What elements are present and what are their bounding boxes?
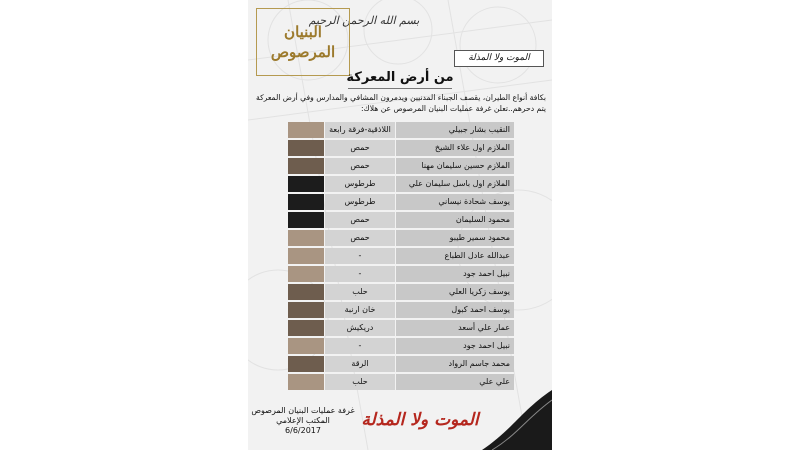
name-cell: عمار علي أسعد [396, 320, 514, 336]
slogan-banner: الموت ولا المذلة [454, 50, 544, 67]
portrait-photo [288, 284, 324, 300]
table-row [288, 158, 514, 174]
corner-decoration [482, 390, 552, 450]
portrait-photo [288, 212, 324, 228]
place-cell: اللاذقية-فرقة رابعة [325, 122, 395, 138]
table-row [288, 122, 514, 138]
table-row [288, 338, 514, 354]
casualty-table [288, 122, 514, 392]
place-cell: - [325, 338, 395, 354]
name-cell: يوسف شحادة نيساني [396, 194, 514, 210]
portrait-photo [288, 140, 324, 156]
name-cell: محمود سمير طيبو [396, 230, 514, 246]
table-row [288, 176, 514, 192]
table-row [288, 212, 514, 228]
place-cell: طرطوس [325, 176, 395, 192]
table-row [288, 374, 514, 390]
name-cell: يوسف احمد كبول [396, 302, 514, 318]
portrait-photo [288, 374, 324, 390]
table-row [288, 302, 514, 318]
portrait-photo [288, 122, 324, 138]
table-row [288, 266, 514, 282]
headline: من أرض المعركة [346, 70, 454, 85]
table-row [288, 284, 514, 300]
portrait-photo [288, 230, 324, 246]
portrait-photo [288, 194, 324, 210]
place-cell: حلب [325, 284, 395, 300]
logo-word: المرصوص [270, 43, 336, 61]
poster [248, 0, 552, 450]
portrait-photo [288, 266, 324, 282]
name-cell: الملازم اول علاء الشيخ [396, 140, 514, 156]
name-cell: نبيل احمد جود [396, 338, 514, 354]
name-cell: النقيب بشار جبيلي [396, 122, 514, 138]
place-cell: - [325, 248, 395, 264]
place-cell: الرقة [325, 356, 395, 372]
footer-org [248, 406, 358, 436]
table-row [288, 356, 514, 372]
place-cell: حمص [325, 140, 395, 156]
brand-logo [256, 8, 350, 76]
place-cell: دريكيش [325, 320, 395, 336]
table-row [288, 320, 514, 336]
logo-word: البنيان [284, 23, 322, 41]
table-row [288, 194, 514, 210]
name-cell: الملازم اول باسل سليمان علي [396, 176, 514, 192]
name-cell: علي علي [396, 374, 514, 390]
place-cell: حمص [325, 212, 395, 228]
footer-slogan: الموت ولا المذلة [361, 410, 479, 430]
name-cell: محمد جاسم الرواد [396, 356, 514, 372]
name-cell: يوسف زكريا العلي [396, 284, 514, 300]
place-cell: - [325, 266, 395, 282]
name-cell: نبيل احمد جود [396, 266, 514, 282]
name-cell: محمود السليمان [396, 212, 514, 228]
basmala: بسم الله الرحمن الرحيم [308, 14, 420, 27]
portrait-photo [288, 176, 324, 192]
place-cell: طرطوس [325, 194, 395, 210]
place-cell: حلب [325, 374, 395, 390]
name-cell: عبدالله عادل الطباع [396, 248, 514, 264]
portrait-photo [288, 320, 324, 336]
portrait-photo [288, 158, 324, 174]
place-cell: حمص [325, 158, 395, 174]
table-row [288, 140, 514, 156]
name-cell: الملازم حسين سليمان مهنا [396, 158, 514, 174]
intro-text: بكافة أنواع الطيران، يقصف الجبناء المدنيين ويدمرون المشافي والمدارس وفي أرض المعركة يتم دحرهم..تعلن غرفة عمليات البنيان المرصوص عن هلاك: [256, 93, 546, 113]
place-cell: حمص [325, 230, 395, 246]
portrait-photo [288, 356, 324, 372]
place-cell: خان ارنبة [325, 302, 395, 318]
footer-office: المكتب الإعلامي [276, 416, 330, 425]
portrait-photo [288, 338, 324, 354]
headline-underline [348, 88, 452, 89]
footer-org-name: غرفة عمليات البنيان المرصوص [251, 406, 355, 415]
portrait-photo [288, 302, 324, 318]
table-row [288, 230, 514, 246]
table-row [288, 248, 514, 264]
portrait-photo [288, 248, 324, 264]
footer-date: 6/6/2017 [285, 426, 321, 435]
